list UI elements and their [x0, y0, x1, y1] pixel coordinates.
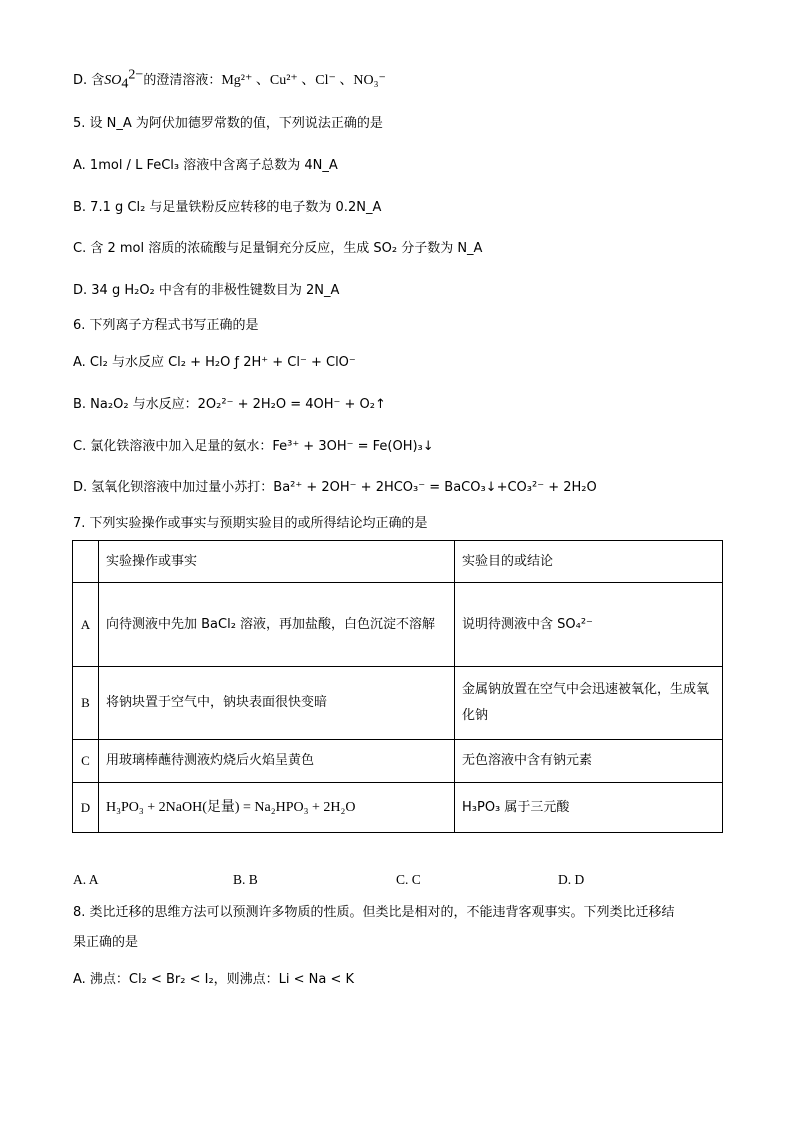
q6-option-d: D. 氢氧化钡溶液中加过量小苏打：Ba²⁺ + 2OH⁻ + 2HCO₃⁻ = BaCO₃↓+CO₃²⁻ + 2H₂O — [73, 480, 597, 495]
q7-option-a: A. A — [73, 872, 99, 887]
q5-option-c: C. 含 2 mol 溶质的浓硫酸与足量铜充分反应，生成 SO₂ 分子数为 N_A — [73, 241, 483, 256]
table-row — [73, 583, 723, 667]
q8-stem-line1: 8. 类比迁移的思维方法可以预测许多物质的性质。但类比是相对的，不能违背客观事实。下列类比迁移结 — [73, 905, 675, 920]
table-row — [73, 740, 723, 783]
q6-option-b: B. Na₂O₂ 与水反应：2O₂²⁻ + 2H₂O = 4OH⁻ + O₂↑ — [73, 397, 386, 412]
table-row — [73, 783, 723, 833]
row-conclusion: 说明待测液中含 SO₄²⁻ — [455, 583, 723, 667]
table-header-cell: 实验操作或事实 — [99, 541, 455, 583]
row-operation: 用玻璃棒蘸待测液灼烧后火焰呈黄色 — [99, 740, 455, 783]
q7-option-c: C. C — [396, 872, 421, 887]
table-row — [73, 667, 723, 740]
q5-option-a: A. 1mol / L FeCl₃ 溶液中含离子总数为 4N_A — [73, 158, 338, 173]
q4-option-d: D. 含$SO_4^{2-}$的澄清溶液：Mg²⁺ 、Cu²⁺ 、Cl⁻ 、NO₃⁻ — [73, 67, 386, 92]
q6-option-a: A. Cl₂ 与水反应 Cl₂ + H₂O ƒ 2H⁺ + Cl⁻ + ClO⁻ — [73, 355, 356, 370]
experiment-table — [72, 540, 723, 833]
row-label: C — [73, 740, 99, 783]
q8-option-a: A. 沸点：Cl₂ < Br₂ < I₂，则沸点：Li < Na < K — [73, 972, 355, 987]
row-operation: H₃PO₃ + 2NaOH(足量) = Na₂HPO₃ + 2H₂O — [99, 783, 455, 833]
row-label: D — [73, 783, 99, 833]
row-label: B — [73, 667, 99, 740]
q7-option-d: D. D — [558, 872, 585, 887]
table-header-cell — [73, 541, 99, 583]
q7-stem: 7. 下列实验操作或事实与预期实验目的或所得结论均正确的是 — [73, 516, 428, 531]
row-operation: 向待测液中先加 BaCl₂ 溶液，再加盐酸，白色沉淀不溶解 — [99, 583, 455, 667]
q8-stem-line2: 果正确的是 — [73, 935, 139, 950]
row-conclusion: H₃PO₃ 属于三元酸 — [455, 783, 723, 833]
table-header-row — [73, 541, 723, 583]
q7-option-b: B. B — [233, 872, 258, 887]
q6-option-c: C. 氯化铁溶液中加入足量的氨水：Fe³⁺ + 3OH⁻ = Fe(OH)₃↓ — [73, 439, 434, 454]
row-conclusion: 金属钠放置在空气中会迅速被氧化，生成氧化钠 — [455, 667, 723, 740]
row-conclusion: 无色溶液中含有钠元素 — [455, 740, 723, 783]
row-label: A — [73, 583, 99, 667]
q5-stem: 5. 设 N_A 为阿伏加德罗常数的值，下列说法正确的是 — [73, 116, 383, 131]
row-operation: 将钠块置于空气中，钠块表面很快变暗 — [99, 667, 455, 740]
q5-option-d: D. 34 g H₂O₂ 中含有的非极性键数目为 2N_A — [73, 283, 340, 298]
q6-stem: 6. 下列离子方程式书写正确的是 — [73, 318, 259, 333]
table-header-cell: 实验目的或结论 — [455, 541, 723, 583]
q5-option-b: B. 7.1 g Cl₂ 与足量铁粉反应转移的电子数为 0.2N_A — [73, 200, 382, 215]
